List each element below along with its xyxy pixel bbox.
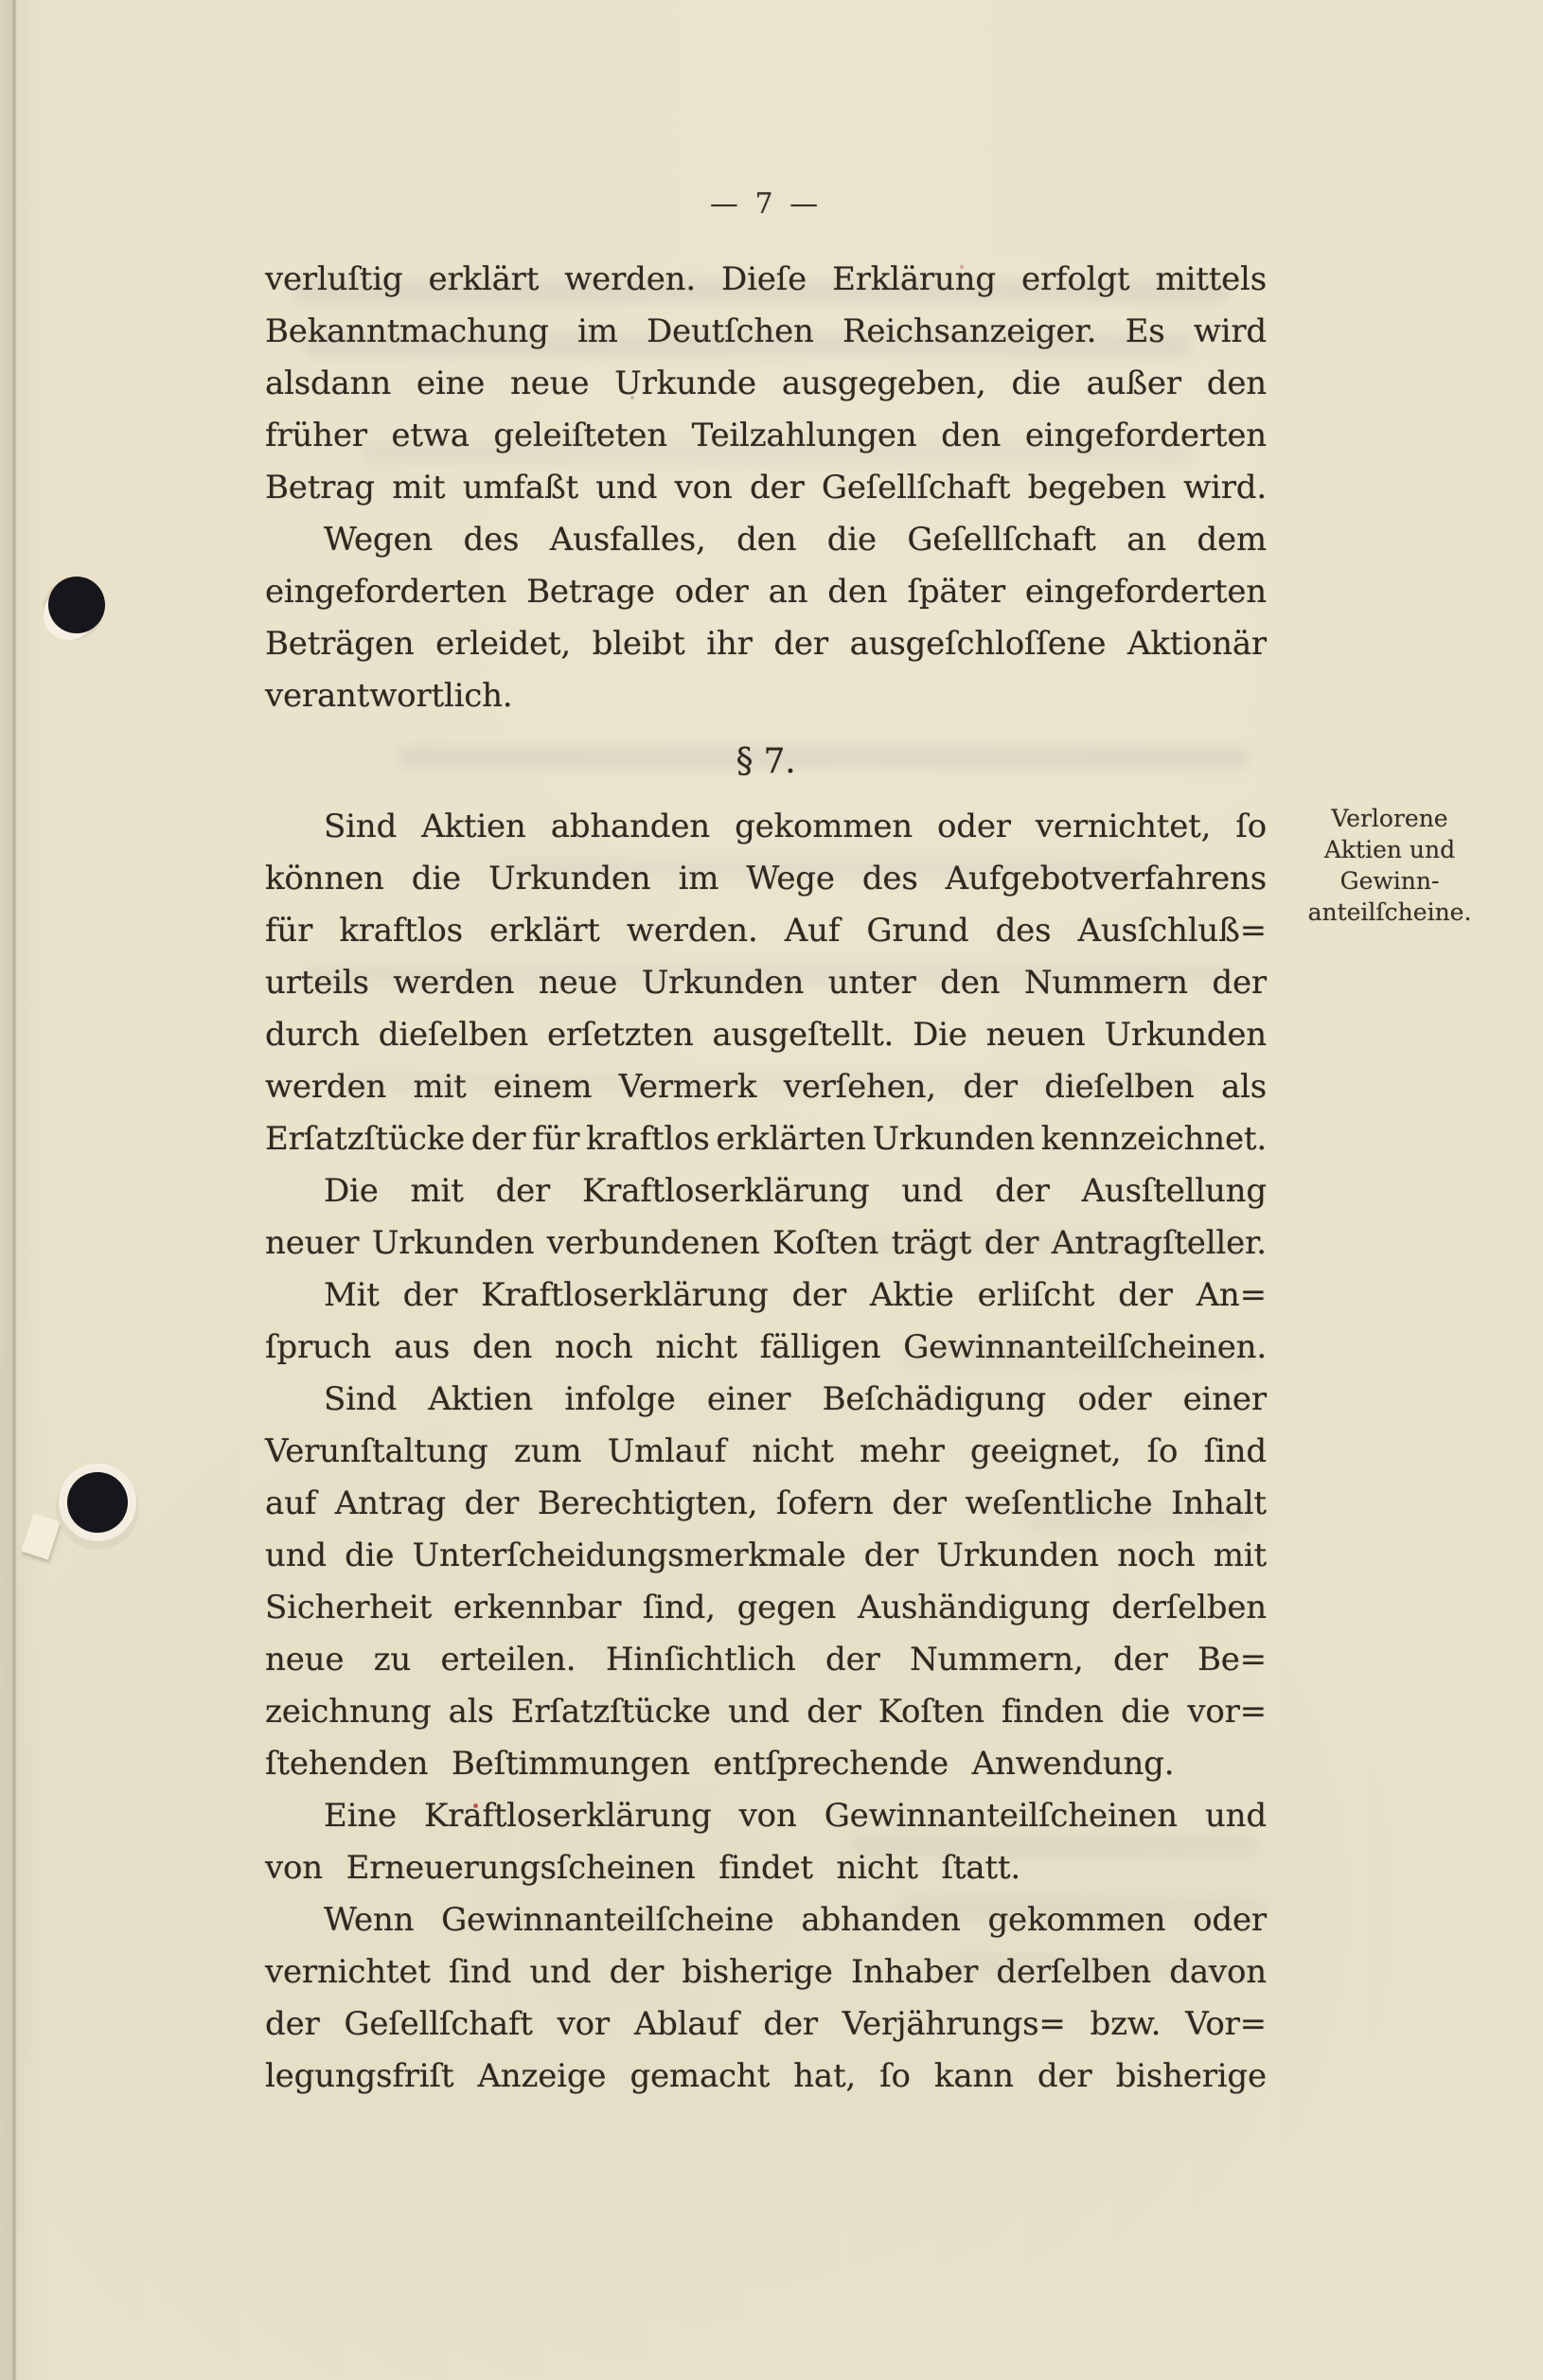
text-line: eingeforderten Betrage oder an den ſpäter eingeforderten <box>265 573 1267 611</box>
text-line: von Erneuerungsſcheinen findet nicht ſtatt. <box>265 1849 1020 1887</box>
text-line: Mit der Kraftloserklärung der Aktie erliſcht der An= <box>324 1276 1267 1314</box>
text-line: für kraftlos erklärt werden. Auf Grund des Ausſchluß= <box>265 912 1267 950</box>
text-line: zeichnung als Erſatzſtücke und der Koſten finden die vor= <box>265 1693 1267 1731</box>
text-line: Sind Aktien abhanden gekommen oder vernichtet, ſo <box>324 808 1267 845</box>
punch-hole-top <box>48 577 105 633</box>
paper-scrap <box>21 1513 61 1559</box>
page-fold-edge <box>13 0 15 2380</box>
text-line: neuer Urkunden verbundenen Koſten trägt der Antragſteller. <box>265 1224 1267 1262</box>
punch-hole-bottom <box>67 1472 128 1533</box>
body-text <box>265 254 1267 2103</box>
text-line: und die Unterſcheidungsmerkmale der Urkunden noch mit <box>265 1536 1267 1574</box>
text-line: Die mit der Kraftloserklärung und der Ausſtellung <box>324 1172 1267 1210</box>
margin-note-line: Gewinn- <box>1339 867 1440 895</box>
text-line: Beträgen erleidet, bleibt ihr der ausgeſchloſſene Aktionär <box>265 625 1267 663</box>
text-line: Wenn Gewinnanteilſcheine abhanden gekommen oder <box>324 1901 1267 1939</box>
text-line: Eine Kraftloserklärung von Gewinnanteilſcheinen und <box>324 1797 1267 1835</box>
text-line: vernichtet ſind und der bisherige Inhaber derſelben davon <box>265 1953 1267 1991</box>
margin-note <box>1295 803 1484 928</box>
text-line: verantwortlich. <box>265 677 513 715</box>
text-line: Wegen des Ausfalles, den die Geſellſchaft an dem <box>324 521 1267 559</box>
text-line: alsdann eine neue Urkunde ausgegeben, die außer den <box>265 364 1267 402</box>
text-line: Verunſtaltung zum Umlauf nicht mehr geeignet, ſo ſind <box>265 1432 1267 1470</box>
section-heading: § 7. <box>736 742 796 781</box>
text-line: urteils werden neue Urkunden unter den Nummern der <box>265 964 1267 1002</box>
text-line: verluſtig erklärt werden. Dieſe Erklärung erfolgt mittels <box>265 260 1267 298</box>
text-line: durch dieſelben erſetzten ausgeſtellt. Die neuen Urkunden <box>265 1016 1267 1054</box>
text-line: legungsfriſt Anzeige gemacht hat, ſo kann der bisherige <box>265 2057 1267 2095</box>
page-number: — 7 — <box>709 187 823 221</box>
text-line: neue zu erteilen. Hinſichtlich der Nummern, der Be= <box>265 1641 1267 1678</box>
text-line: Sind Aktien infolge einer Beſchädigung oder einer <box>324 1380 1267 1418</box>
text-line: Sicherheit erkennbar ſind, gegen Aushändigung derſelben <box>265 1589 1267 1626</box>
text-line: Erſatzſtücke der für kraftlos erklärten Urkunden kennzeichnet. <box>265 1120 1267 1158</box>
margin-note-line: Verlorene <box>1331 805 1448 832</box>
margin-note-line: anteilſcheine. <box>1307 898 1472 926</box>
text-line: der Geſellſchaft vor Ablauf der Verjährungs= bzw. Vor= <box>265 2005 1267 2043</box>
text-line: ſpruch aus den noch nicht fälligen Gewinnanteilſcheinen. <box>265 1328 1267 1366</box>
text-line: werden mit einem Vermerk verſehen, der dieſelben als <box>265 1068 1267 1106</box>
text-line: auf Antrag der Berechtigten, ſofern der weſentliche Inhalt <box>265 1484 1267 1522</box>
text-line: ſtehenden Beſtimmungen entſprechende Anwendung. <box>265 1745 1175 1783</box>
text-line: Betrag mit umfaßt und von der Geſellſchaft begeben wird. <box>265 469 1267 506</box>
text-line: Bekanntmachung im Deutſchen Reichsanzeiger. Es wird <box>265 312 1267 350</box>
text-line: früher etwa geleiſteten Teilzahlungen den eingeforderten <box>265 417 1267 454</box>
text-line: können die Urkunden im Wege des Aufgebotverfahrens <box>265 860 1267 897</box>
margin-note-line: Aktien und <box>1323 836 1456 863</box>
